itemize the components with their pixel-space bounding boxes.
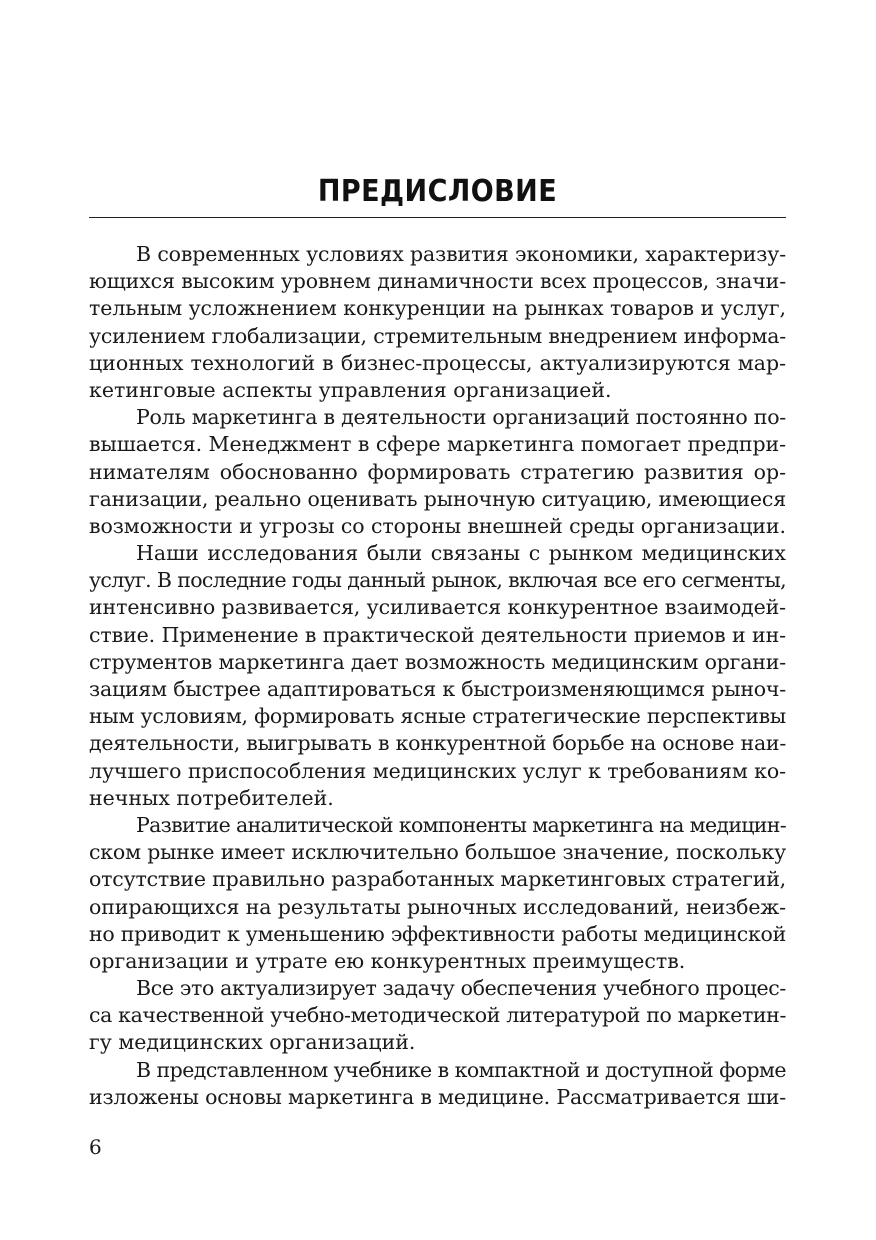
text-line: организации и утрате ею конкурентных преимуществ. (89, 948, 686, 973)
text-line: Развитие аналитической компоненты маркетинга на медицин- (136, 812, 786, 837)
page-number: 6 (89, 1135, 102, 1159)
text-line: ском рынке имеет исключительно большое значение, поскольку (89, 840, 786, 865)
text-line: кетинговые аспекты управления организацией. (89, 377, 612, 402)
body-text (89, 241, 786, 1111)
text-line: са качественной учебно-методической литературой по маркетин- (89, 1003, 786, 1028)
text-line: интенсивно развивается, усиливается конкурентное взаимодей- (89, 595, 786, 620)
book-page (89, 0, 786, 1240)
text-line: В представленном учебнике в компактной и доступной форме (136, 1057, 786, 1082)
text-line: деятельности, выигрывать в конкурентной борьбе на основе наи- (89, 731, 786, 756)
text-line: ющихся высоким уровнем динамичности всех процессов, значи- (89, 269, 786, 294)
text-line: ционных технологий в бизнес-процессы, актуализируются мар- (89, 350, 786, 375)
text-line: Роль маркетинга в деятельности организаций постоянно по- (136, 405, 786, 430)
page-title: ПРЕДИСЛОВИЕ (317, 174, 558, 209)
text-line: отсутствие правильно разработанных маркетинговых стратегий, (89, 867, 786, 892)
text-line: тельным усложнением конкуренции на рынках товаров и услуг, (89, 296, 786, 321)
text-line: Наши исследования были связаны с рынком медицинских (136, 541, 786, 566)
text-line: лучшего приспособления медицинских услуг к требованиям ко- (89, 758, 786, 783)
text-line: Все это актуализирует задачу обеспечения учебного процес- (136, 976, 786, 1001)
text-line: изложены основы маркетинга в медицине. Рассматривается ши- (89, 1084, 786, 1109)
text-line: возможности и угрозы со стороны внешней среды организации. (89, 513, 786, 538)
heading-underline (89, 217, 786, 218)
text-line: вышается. Менеджмент в сфере маркетинга помогает предпри- (89, 432, 786, 457)
text-line: гу медицинских организаций. (89, 1030, 416, 1055)
text-line: ганизации, реально оценивать рыночную ситуацию, имеющиеся (89, 486, 786, 511)
text-line: струментов маркетинга дает возможность медицинским органи- (89, 649, 786, 674)
text-line: но приводит к уменьшению эффективности работы медицинской (89, 921, 786, 946)
text-line: нечных потребителей. (89, 785, 334, 810)
text-line: усилением глобализации, стремительным внедрением информа- (89, 323, 786, 348)
text-line: услуг. В последние годы данный рынок, включая все его сегменты, (89, 568, 786, 593)
text-line: ствие. Применение в практической деятельности приемов и ин- (89, 622, 786, 647)
text-line: нимателям обоснованно формировать стратегию развития ор- (89, 459, 786, 484)
text-line: опирающихся на результаты рыночных исследований, неизбеж- (89, 894, 786, 919)
text-line: зациям быстрее адаптироваться к быстроизменяющимся рыноч- (89, 677, 786, 701)
text-line: В современных условиях развития экономики, характеризу- (136, 242, 786, 266)
text-line: ным условиям, формировать ясные стратегические перспективы (89, 704, 786, 729)
